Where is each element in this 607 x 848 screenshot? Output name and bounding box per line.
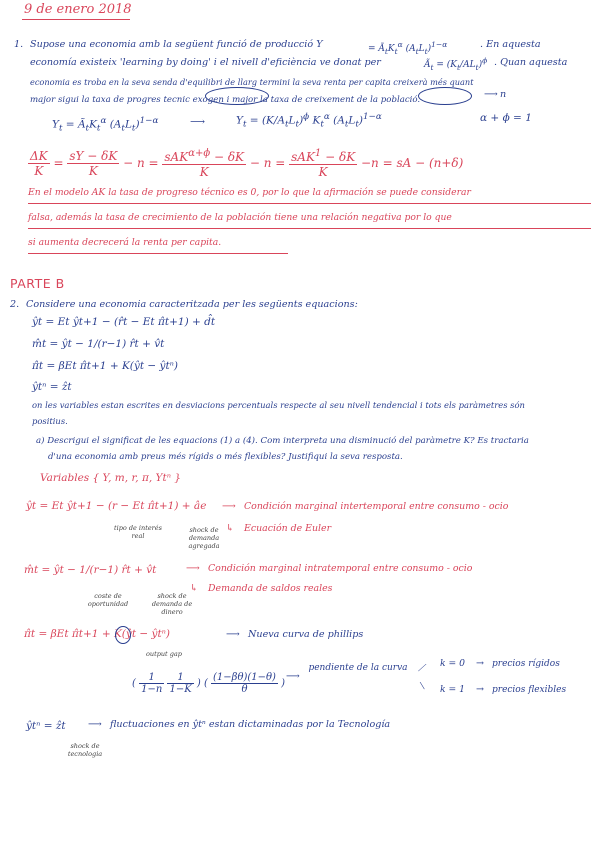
q2-intro: Considere una economia caracteritzada per les següents equacions: [26, 299, 358, 310]
annot-eq-1-note-2: shock de demanda agregada [188, 526, 220, 550]
k0-arrow-2: → [476, 658, 485, 669]
annot-eq-1-arrow-2: ↳ [226, 523, 235, 534]
annot-eq-1-label-1: Condición marginal intertemporal entre consumo - ocio [244, 501, 509, 512]
annot-eq-2-arrow-2: ↳ [190, 583, 199, 594]
q1-number: 1. [14, 39, 24, 50]
annot-eq-4: ŷtⁿ = ẑt [26, 720, 66, 732]
answer-underline-1 [28, 203, 591, 204]
slope-label: pendiente de la curva [308, 663, 408, 673]
q1-line-1-tail: . En aquesta [480, 39, 541, 50]
poblacio-circle [418, 87, 472, 105]
q1-answer-1: En el modelo AK la tasa de progreso técnico es 0, por lo que la afirmación se puede considerar [28, 187, 471, 198]
annot-eq-3-label: Nueva curva de phillips [248, 629, 364, 640]
q1-line-1-formula: = $Ã_tK_t^\alpha$ $(A_tL_t)^{1-\alpha}$ [368, 40, 448, 56]
answer-underline-2 [28, 228, 591, 229]
annot-eq-1-note-1: tipo de interés real [114, 524, 162, 540]
q1-eq1-right: $Y_t = (K/A_tL_t)^\phi$ $K_t^\alpha$ $(A_tL_t)^{1-\alpha}$ [236, 112, 382, 130]
tecnic-circle [205, 87, 269, 105]
q2-eq-2: m̂t = ŷt − 1/(r−1) r̂t + v̂t [32, 338, 165, 350]
annot-eq-2-note-2: shock de demanda de dinero [151, 592, 193, 616]
k-circle [115, 626, 131, 644]
annot-eq-1: ŷt = Et ŷt+1 − (r − Et π̂t+1) + âe [26, 500, 207, 512]
n-label: n [500, 89, 507, 100]
q2-eq-3: π̂t = βEt π̂t+1 + K(ŷt − ŷtⁿ) [32, 360, 179, 372]
q2-after-1: on les variables estan escrites en desviacions percentuals respecte al seu nivell tendencial i tots els paràmetres són [32, 400, 525, 410]
annot-eq-3-note: output gap [146, 650, 182, 658]
q1-line-2-tail: . Quan aquesta [494, 57, 568, 68]
annot-eq-3-fraction: ( $\frac{1}{1-n}$ $\frac{1}{1-K}$ ) ( $\frac{(1-\beta\theta)(1-\theta)}{\theta}$ ) [132, 672, 286, 695]
annot-eq-1-label-2: Ecuación de Euler [244, 523, 332, 534]
q2-eq-4: ŷtⁿ = ẑt [32, 381, 72, 393]
q1-eq1-left: $Y_t$ = $Ã_tK_t^\alpha$ $(A_tL_t)^{1-\alpha}$ [52, 116, 159, 134]
annot-eq-3: π̂t = βEt π̂t+1 + K(ŷt − ŷtⁿ) [24, 628, 171, 640]
q1-eq1-arrow: ⟶ [190, 116, 206, 128]
date-heading: 9 de enero 2018 [24, 2, 132, 17]
q2a-line-1: a) Descrigui el significat de les equacions (1) a (4). Com interpreta una disminució del paràmetre K? Es tractaria [36, 436, 529, 446]
k1-arrow: ⟍ [418, 681, 425, 692]
k0: k = 0 [440, 658, 465, 669]
annot-eq-2-label-2: Demanda de saldos reales [208, 583, 333, 594]
q2-number: 2. [10, 299, 20, 310]
k1-label: precios flexibles [492, 685, 567, 695]
poblacio-arrow: ⟶ [484, 89, 498, 100]
q1-line-4: major sigui la taxa de progres tecnic exogen i major la taxa de creixement de la població. [30, 95, 421, 105]
variables-set: Variables { Y, m, r, π, Ytⁿ } [40, 472, 181, 484]
answer-underline-3 [28, 253, 288, 254]
k1: k = 1 [440, 684, 465, 695]
annot-eq-4-label: fluctuaciones en ŷtⁿ estan dictaminadas por la Tecnología [110, 719, 391, 730]
q1-answer-2: falsa, además la tasa de crecimiento de la población tiene una relación negativa por lo que [28, 212, 452, 223]
k1-arrow-2: → [476, 684, 485, 695]
annot-eq-2: m̂t = ŷt − 1/(r−1) r̂t + v̂t [24, 564, 157, 576]
q1-line-2-formula: $Ã_t = (K_t/AL_t)^\phi$ [424, 56, 488, 72]
annot-eq-2-label-1: Condición marginal intratemporal entre consumo - ocio [208, 563, 473, 574]
q1-line-3: economia es troba en la seva senda d'equilibri de llarg termini la seva renta per capita creixerà més quant [30, 77, 474, 87]
part-b-title: PARTE B [10, 276, 65, 291]
date-underline [22, 19, 130, 20]
q2-eq-1: ŷt = Et ŷt+1 − (r̂t − Et π̂t+1) + d̂t [32, 316, 216, 328]
q2-after-2: positius. [32, 416, 68, 426]
annot-eq-1-arrow: ⟶ [222, 501, 236, 512]
q1-alpha-phi: α + ϕ = 1 [480, 112, 532, 124]
slope-arrow: ⟶ [286, 671, 300, 682]
q1-answer-3: si aumenta decrecerá la renta per capita. [28, 237, 222, 248]
q1-line-2: economía existeix 'learning by doing' i el nivell d'eficiència ve donat per [30, 57, 381, 68]
annot-eq-3-arrow: ⟶ [226, 629, 240, 640]
q2a-line-2: d'una economia amb preus més rígids o més flexibles? Justifiqui la seva resposta. [48, 452, 403, 462]
k0-arrow: ⟋ [418, 663, 425, 674]
annot-eq-2-note-1: coste de oportunidad [87, 592, 129, 608]
k0-label: precios rígidos [492, 659, 560, 669]
q1-line-1: Supose una economia amb la següent funció de producció Y [30, 39, 323, 50]
annot-eq-4-note: shock de tecnologia [67, 742, 103, 758]
annot-eq-2-arrow: ⟶ [186, 563, 200, 574]
annot-eq-4-arrow: ⟶ [88, 719, 102, 730]
q1-growth-equation: $\frac{\Delta K}{K}$ = $\frac{sY - \delta K}{K}$ − n = $\frac{sAK^{\alpha+\phi} - \delta K}{K}$ − n = $\frac{sAK^1 - \delta K}{K}$ −n = sA − (n+δ) [30, 148, 464, 179]
